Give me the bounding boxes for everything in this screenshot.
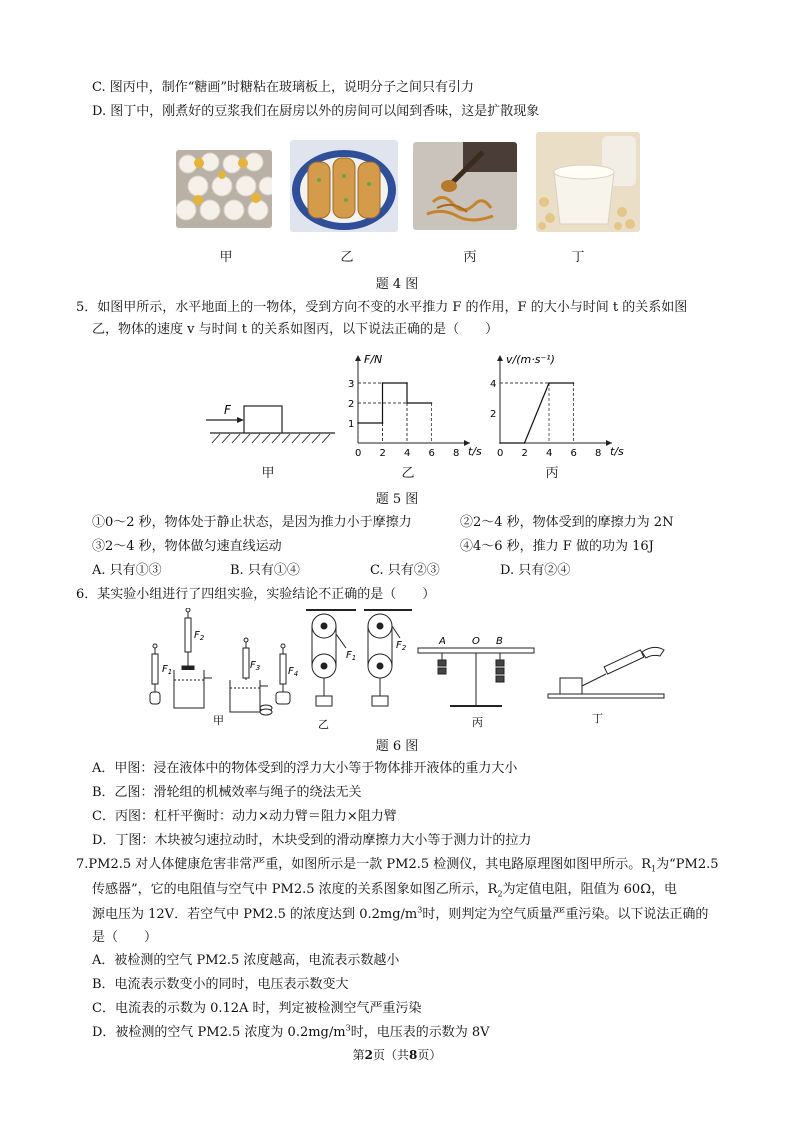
svg-text:F1 [346, 650, 356, 662]
velocity-chart-xtick-2: 2 [521, 448, 528, 457]
velocity-chart-series-line [500, 383, 574, 443]
force-chart-point-5 [431, 402, 433, 404]
q6-lever-b: B [496, 636, 503, 647]
q6-caption: 题 6 图 [375, 739, 419, 754]
velocity-chart-xlabel: t/s [610, 445, 624, 457]
q4-option-d: D. 图丁中，刚煮好的豆浆我们在厨房以外的房间可以闻到香味，这是扩散现象 [92, 104, 540, 119]
svg-text:F2 [194, 630, 205, 642]
q7-stem-line1 [76, 855, 719, 875]
q4-label-ding: 丁 [571, 250, 585, 265]
q5-stem-line2: 乙，物体的速度 v 与时间 t 的关系如图丙，以下说法正确的是（ ） [92, 322, 499, 337]
force-chart-point-4 [406, 402, 408, 404]
q7-option-b: B．电流表示数变小的同时，电压表示数变大 [92, 977, 349, 992]
q5-statement-3: ③2～4 秒，物体做匀速直线运动 [92, 539, 282, 554]
soymilk-photo [536, 132, 640, 232]
q6-option-c: C．丙图：杠杆平衡时：动力×动力臂＝阻力×阻力臂 [92, 809, 397, 824]
q6-stem: 6．某实验小组进行了四组实验，实验结论不正确的是（ ） [76, 587, 436, 602]
q5-chart-velocity-time [478, 345, 628, 457]
q6-option-d: D．丁图：木块被匀速拉动时，木块受到的滑动摩擦力大小等于测力计的拉力 [92, 833, 532, 848]
q6-f1-label: F [162, 664, 168, 675]
q4-caption: 题 4 图 [375, 277, 419, 292]
force-chart-point-2 [382, 382, 384, 384]
velocity-chart-ytick-2: 2 [490, 409, 497, 420]
svg-text:F1 [162, 664, 172, 676]
food-photo-bread [290, 140, 398, 232]
q7-line1-a: 7.PM2.5 对人体健康危害非常严重，如图所示是一款 PM2.5 检测仪，其电路原理图如图甲所示。R [76, 857, 652, 872]
q6-pulley-f2: F [396, 640, 402, 651]
svg-text:F4 [288, 666, 298, 678]
q6-pulley-f1: F [346, 650, 352, 661]
q5-option-a: A. 只有①③ [92, 563, 162, 578]
q5-label-jia: 甲 [261, 466, 275, 481]
q7-line1-sub: 1 [651, 864, 657, 874]
q6-f3-label: F [250, 660, 256, 671]
q6-lever-o: O [472, 636, 480, 647]
q7-line1-b: 为“PM2.5 [656, 857, 719, 872]
q6-f4-sub: 4 [293, 670, 299, 678]
q5-caption: 题 5 图 [375, 492, 419, 507]
q6-figure-friction [542, 636, 672, 726]
q6-pulley-f1-sub: 1 [351, 654, 357, 662]
velocity-chart-xtick-0: 0 [497, 448, 504, 457]
q4-label-bing: 丙 [463, 250, 477, 265]
svg-text:F3 [250, 660, 260, 672]
q6-f4-label: F [288, 666, 294, 677]
force-chart-ytick-1: 1 [348, 419, 355, 430]
svg-text:F2 [396, 640, 407, 652]
force-chart-xtick-4: 4 [404, 448, 411, 457]
force-chart-xlabel: t/s [468, 445, 482, 457]
q6-f2-sub: 2 [199, 634, 205, 642]
force-chart-xtick-8: 8 [453, 448, 460, 457]
footer-page-number: 2 [364, 1048, 373, 1062]
q5-option-c: C. 只有②③ [370, 563, 440, 578]
force-chart-point-1 [382, 422, 384, 424]
q7-stem-line4: 是（ ） [92, 930, 158, 945]
q6-f2-label: F [194, 630, 200, 641]
q5-chart-force-time [336, 345, 486, 457]
force-chart-y-arrow [355, 355, 361, 361]
q4-label-yi: 乙 [340, 250, 354, 265]
force-chart-ylabel: F/N [364, 353, 383, 366]
force-chart-point-3 [406, 382, 408, 384]
footer-suffix: 页） [417, 1048, 442, 1062]
velocity-chart-point-2 [548, 382, 550, 384]
q7-line2-b: 为定值电阻，阻值为 60Ω，电 [502, 882, 677, 897]
q5-option-d: D. 只有②④ [500, 563, 571, 578]
q7-line3-b: 时，则判定为空气质量严重污染。以下说法正确的 [422, 907, 709, 922]
q6-label-yi: 乙 [318, 718, 329, 731]
footer-middle: 页（共 [372, 1048, 409, 1062]
force-chart-xtick-2: 2 [379, 448, 386, 457]
velocity-chart-xtick-8: 8 [595, 448, 602, 457]
q7-option-c: C．电流表的示数为 0.12A 时，判定被检测空气严重污染 [92, 1001, 422, 1016]
velocity-chart-ylabel: v/(m·s⁻¹) [506, 353, 555, 366]
q7-option-d [92, 1023, 489, 1043]
velocity-chart-ytick-4: 4 [490, 379, 497, 390]
q6-option-a: A．甲图：浸在液体中的物体受到的浮力大小等于物体排开液体的重力大小 [92, 761, 518, 776]
q6-label-bing: 丙 [472, 716, 483, 728]
force-chart-xtick-0: 0 [355, 448, 362, 457]
food-photo-balls [176, 150, 272, 228]
force-chart-point-0 [357, 422, 359, 424]
q6-label-jia: 甲 [213, 714, 224, 726]
q7-line2-a: 传感器”，它的电阻值与空气中 PM2.5 浓度的关系图象如图乙所示，R [92, 882, 498, 897]
q5-statement-4: ④4～6 秒，推力 F 做的功为 16J [460, 539, 654, 554]
q6-lever-a: A [439, 636, 446, 647]
q6-figure-pulleys [300, 604, 418, 734]
q7-stem-line3 [92, 905, 708, 925]
q5-statement-2: ②2～4 秒，物体受到的摩擦力为 2N [460, 515, 674, 530]
q7-option-d-b: 时，电压表的示数为 8V [350, 1025, 490, 1040]
q6-f3-sub: 3 [255, 664, 261, 672]
q7-line2-sub: 2 [497, 889, 503, 899]
q6-option-b: B．乙图：滑轮组的机械效率与绳子的绕法无关 [92, 785, 362, 800]
velocity-chart-xtick-4: 4 [546, 448, 553, 457]
q7-line3-a: 源电压为 12V．若空气中 PM2.5 的浓度达到 0.2mg/m [92, 907, 418, 922]
velocity-chart-point-0 [499, 442, 501, 444]
force-chart-xtick-6: 6 [428, 448, 435, 457]
q6-figure-buoyancy [140, 608, 300, 726]
q6-pulley-f2-sub: 2 [401, 644, 407, 652]
q7-option-d-sup: 3 [345, 1023, 351, 1033]
velocity-chart-xtick-6: 6 [570, 448, 577, 457]
q5-statement-1: ①0～2 秒，物体处于静止状态，是因为推力小于摩擦力 [92, 515, 412, 530]
q5-label-yi: 乙 [401, 466, 415, 481]
q5-label-bing: 丙 [545, 466, 559, 481]
q6-f1-sub: 1 [167, 668, 173, 676]
footer-prefix: 第 [352, 1048, 365, 1062]
page-footer [320, 1046, 474, 1063]
q4-option-c: C. 图丙中，制作“糖画”时糖粘在玻璃板上，说明分子之间只有引力 [92, 80, 475, 95]
q7-option-a: A．被检测的空气 PM2.5 浓度越高，电流表示数越小 [92, 953, 400, 968]
velocity-chart-point-1 [524, 442, 526, 444]
q7-option-d-a: D．被检测的空气 PM2.5 浓度为 0.2mg/m [92, 1025, 346, 1040]
velocity-chart-y-arrow [497, 355, 503, 361]
q6-figure-lever [410, 630, 540, 728]
force-chart-ytick-3: 3 [348, 379, 355, 390]
sugar-painting-photo [413, 142, 517, 230]
q5-stem-line1: 5．如图甲所示，水平地面上的一物体，受到方向不变的水平推力 F 的作用，F 的大小与时间 t 的关系如图 [76, 300, 688, 315]
q7-stem-line2 [92, 880, 677, 900]
velocity-chart-point-3 [573, 382, 575, 384]
q4-label-jia: 甲 [219, 250, 233, 265]
q5-figure-jia [200, 396, 340, 444]
footer-total-pages: 8 [409, 1048, 418, 1062]
q5-option-b: B. 只有①④ [230, 563, 300, 578]
q5-force-label: F [224, 403, 231, 417]
force-chart-ytick-2: 2 [348, 399, 355, 410]
q7-line3-sup: 3 [417, 905, 423, 915]
q6-label-ding: 丁 [592, 712, 603, 725]
